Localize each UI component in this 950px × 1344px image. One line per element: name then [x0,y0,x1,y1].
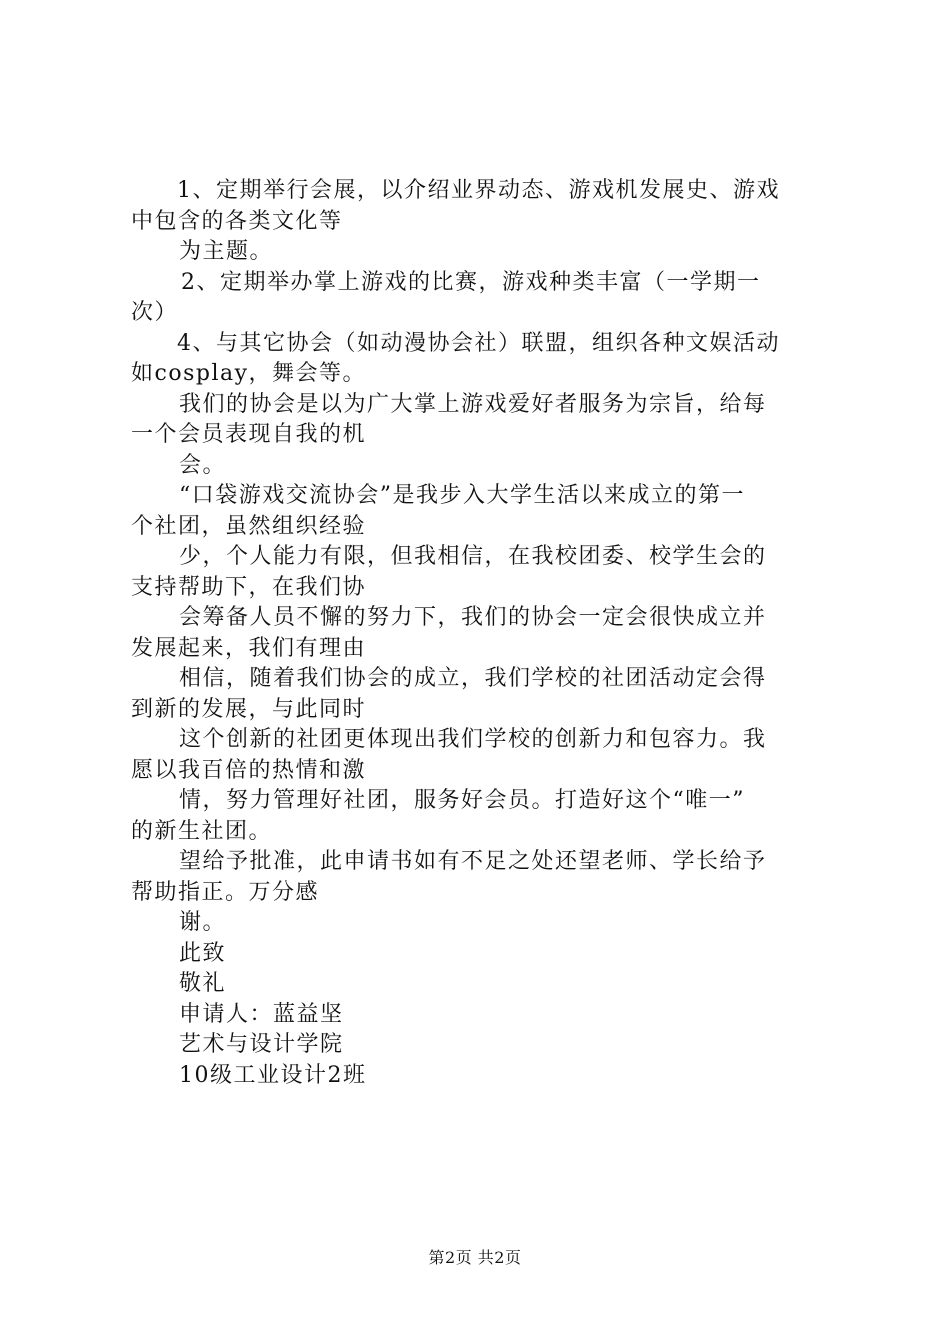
closing-salutation: 此致 [179,940,227,966]
text-line: 1、定期举行会展，以介绍业界动态、游戏机发展史、游戏 [177,178,780,203]
text-line: 帮助指正。万分感 [131,879,320,905]
text-line: 2、定期举办掌上游戏的比赛，游戏种类丰富（一学期一 [181,269,761,295]
applicant-name: 申请人：蓝益坚 [179,1001,344,1027]
text-line: 如cosplay，舞会等。 [131,361,367,386]
text-line: “口袋游戏交流协会”是我步入大学生活以来成立的第一 [179,483,745,508]
text-line: 谢。 [179,910,227,935]
text-line: 支持帮助下，在我们协 [131,574,367,600]
text-line: 愿以我百倍的热情和激 [131,757,367,783]
applicant-college: 艺术与设计学院 [179,1032,344,1057]
text-line: 一个会员表现自我的机 [131,422,367,447]
text-line: 为主题。 [179,239,274,264]
text-line: 中包含的各类文化等 [131,208,343,234]
text-line: 情，努力管理好社团，服务好会员。打造好这个“唯一” [179,788,745,813]
text-line: 次） [131,300,179,325]
text-line: 4、与其它协会（如动漫协会社）联盟，组织各种文娱活动 [177,330,780,356]
text-line: 会。 [179,452,227,478]
closing-regards: 敬礼 [179,971,227,996]
document-body [131,176,831,1091]
text-line: 少，个人能力有限，但我相信，在我校团委、校学生会的 [179,544,767,569]
page-number-footer: 第2页 共2页 [428,1248,522,1267]
text-line: 相信，随着我们协会的成立，我们学校的社团活动定会得 [179,666,767,691]
text-line: 这个创新的社团更体现出我们学校的创新力和包容力。我 [179,727,767,752]
text-line: 个社团，虽然组织经验 [131,513,367,539]
text-line: 望给予批准，此申请书如有不足之处还望老师、学长给予 [179,849,767,874]
text-line: 的新生社团。 [131,818,273,844]
text-line: 会筹备人员不懈的努力下，我们的协会一定会很快成立并 [179,605,767,630]
text-line: 我们的协会是以为广大掌上游戏爱好者服务为宗旨，给每 [179,391,767,417]
text-line: 到新的发展，与此同时 [131,696,367,722]
applicant-class: 10级工业设计2班 [179,1062,367,1088]
text-line: 发展起来，我们有理由 [131,635,367,661]
